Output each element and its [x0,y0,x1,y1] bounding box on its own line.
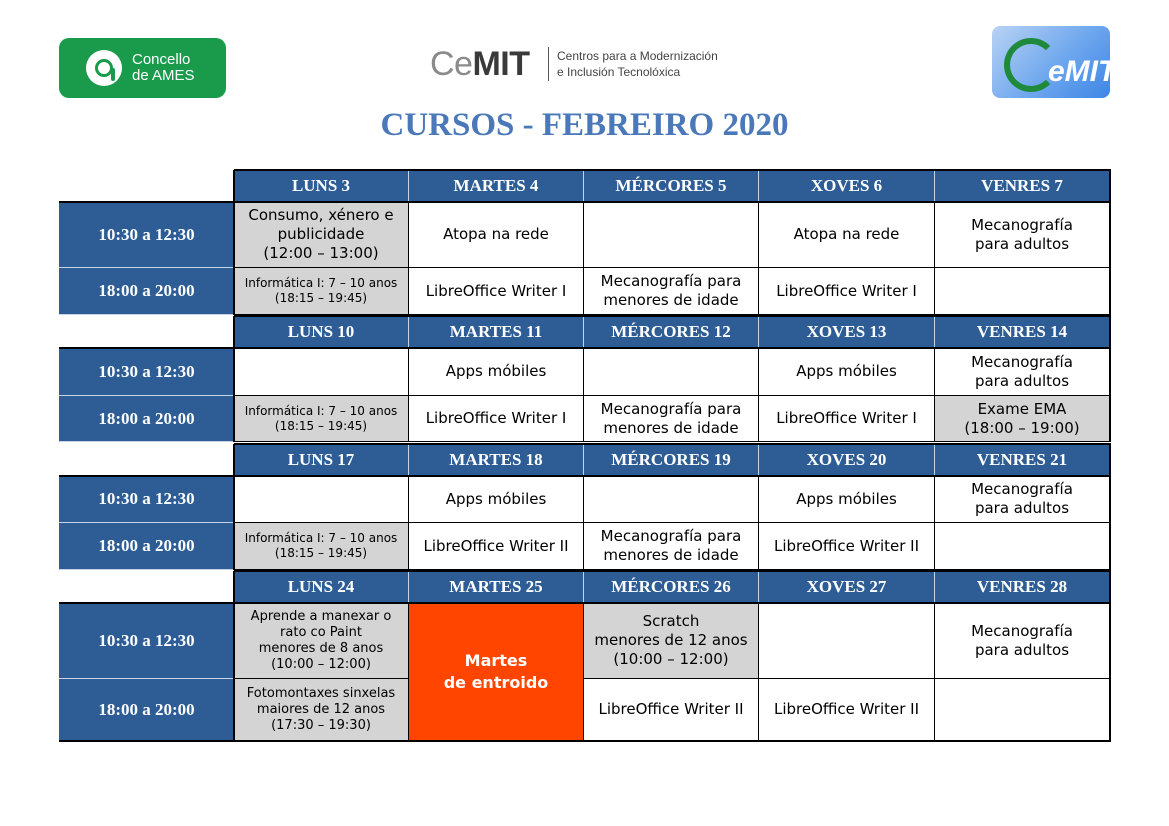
day-header [935,571,1110,603]
course-cell [759,523,935,570]
page-title: CURSOS - FEBREIRO 2020 [380,107,789,143]
cell-text: VENRES 14 [976,322,1068,341]
course-cell [409,348,584,396]
course-cell [759,396,935,442]
table-border [234,169,1111,171]
cell-text: VENRES 7 [981,176,1063,195]
table-border [59,740,1111,742]
cell-text: XOVES 20 [806,450,887,469]
time-slot-label [59,202,234,268]
cell-text: MARTES 11 [449,322,543,341]
course-cell [759,202,935,268]
cell-text: MARTES 18 [449,450,543,469]
table-border [1109,316,1111,442]
table-border [1109,571,1111,741]
course-cell [584,476,759,523]
cell-text: MARTES 4 [453,176,539,195]
cell-text: 10:30 a 12:30 [98,630,195,650]
cell-text: Mecanografía para adultos [971,621,1073,659]
cell-text: LibreOffice Writer I [776,281,917,300]
day-header [759,170,935,202]
course-cell [234,679,409,741]
course-cell [584,202,759,268]
day-header [234,571,409,603]
cemit-wordmark: CeMIT [430,45,530,83]
cell-text: XOVES 13 [806,322,887,341]
cell-text: Atopa na rede [443,225,549,243]
cell-text: Mecanografía para menores de idade [600,527,742,564]
course-cell [759,268,935,315]
table-border [1109,444,1111,570]
day-header [234,170,409,202]
course-cell [584,679,759,741]
cell-text: Aprende a manexar o rato co Paint menores de 8 anos (10:00 – 12:00) [250,608,392,672]
concello-label: Concello [132,51,191,68]
course-cell [759,476,935,523]
course-cell [584,523,759,570]
cell-text: Exame EMA (18:00 – 19:00) [964,399,1080,437]
table-border [234,315,1111,317]
cell-text: Apps móbiles [445,362,547,380]
course-cell [409,396,584,442]
cell-text: 10:30 a 12:30 [98,489,195,508]
cell-text: Mecanografía para adultos [971,480,1073,517]
course-cell [584,396,759,442]
cell-text: Fotomontaxes sinxelas maiores de 12 anos (17:30 – 19:30) [246,685,396,733]
cell-text: 10:30 a 12:30 [98,361,195,381]
cemit-tagline-2: e Inclusión Tecnolóxica [557,65,681,79]
table-border [233,316,235,442]
day-header [759,571,935,603]
day-header [234,444,409,476]
ames-label: de AMES [132,67,195,84]
day-header [584,170,759,202]
course-cell [759,679,935,741]
cell-text: LUNS 10 [287,322,355,341]
table-border [59,201,1111,203]
cell-text: 18:00 a 20:00 [98,408,195,428]
cell-text: Atopa na rede [793,225,900,243]
course-cell [935,523,1110,570]
course-cell [234,396,409,442]
cell-text: XOVES 6 [810,176,883,195]
cell-text: MÉRCORES 12 [611,322,731,341]
time-slot-label [59,523,234,570]
day-header [584,444,759,476]
table-border [1109,170,1111,315]
table-border [234,570,1111,572]
time-slot-label [59,476,234,523]
holiday-cell [409,603,584,741]
cell-text: 10:30 a 12:30 [98,224,195,244]
cell-text: XOVES 27 [806,577,887,596]
table-border [233,571,235,741]
course-cell [935,476,1110,523]
course-cell [935,396,1110,442]
cell-text: LibreOffice Writer I [425,281,567,300]
day-header [584,571,759,603]
course-cell [584,603,759,679]
day-header [759,444,935,476]
day-header [409,444,584,476]
cell-text: VENRES 21 [976,450,1068,469]
emit-logo-text: eMIT [1048,55,1117,88]
cell-text: Mecanografía para adultos [971,352,1073,390]
cell-text: Mecanografía para menores de idade [600,272,742,309]
course-cell [234,476,409,523]
day-header [409,170,584,202]
cell-text: Informática I: 7 – 10 anos (18:15 – 19:45) [244,531,398,560]
cell-text: MÉRCORES 19 [611,450,731,469]
course-cell [935,202,1110,268]
course-cell [935,268,1110,315]
course-cell [584,268,759,315]
cell-text: LUNS 17 [287,450,355,469]
course-cell [584,348,759,396]
course-cell [409,476,584,523]
table-border [233,170,235,315]
time-slot-label [59,268,234,315]
cemit-tagline-1: Centros para a Modernización [557,49,718,63]
course-cell [234,523,409,570]
cell-text: MÉRCORES 26 [611,577,731,596]
cell-text: LUNS 24 [287,577,355,596]
day-header [935,444,1110,476]
course-cell [935,603,1110,679]
cell-text: Martes de entroido [443,650,549,692]
time-slot-label [59,679,234,741]
course-cell [759,603,935,679]
cell-text: Informática I: 7 – 10 anos (18:15 – 19:45) [244,276,398,305]
course-cell [935,348,1110,396]
course-cell [234,603,409,679]
day-header [935,316,1110,348]
course-cell [409,268,584,315]
time-slot-label [59,603,234,679]
cell-text: LUNS 3 [291,176,351,195]
time-slot-label [59,396,234,442]
cell-text: Mecanografía para menores de idade [600,399,742,437]
cell-text: 18:00 a 20:00 [98,699,195,719]
table-border [59,347,1111,349]
cell-text: LibreOffice Writer I [425,409,567,427]
course-cell [409,523,584,570]
cell-text: LibreOffice Writer II [773,700,920,718]
day-header [759,316,935,348]
cell-text: Scratch menores de 12 anos (10:00 – 12:00) [594,612,748,668]
cell-text: 18:00 a 20:00 [98,536,195,555]
day-header [234,316,409,348]
time-slot-label [59,348,234,396]
cell-text: MÉRCORES 5 [615,176,727,195]
course-cell [409,202,584,268]
course-cell [234,268,409,315]
cell-text: Informática I: 7 – 10 anos (18:15 – 19:45) [244,403,398,433]
cell-text: 18:00 a 20:00 [98,281,195,300]
course-cell [759,348,935,396]
table-border [234,443,1111,445]
cell-text: Consumo, xénero e publicidade (12:00 – 13:00) [248,206,394,262]
day-header [409,316,584,348]
cell-text: LibreOffice Writer II [423,536,569,555]
table-border [233,444,235,570]
cell-text: Apps móbiles [445,489,547,508]
table-border [59,475,1111,477]
day-header [409,571,584,603]
cell-text: Mecanografía para adultos [971,215,1073,253]
cell-text: MARTES 25 [449,577,543,596]
course-cell [234,202,409,268]
cell-text: Apps móbiles [796,362,897,380]
cell-text: Apps móbiles [796,489,897,508]
cell-text: LibreOffice Writer II [598,700,744,718]
cell-text: LibreOffice Writer I [776,409,917,427]
course-cell [935,679,1110,741]
day-header [935,170,1110,202]
course-cell [234,348,409,396]
cell-text: LibreOffice Writer II [773,536,920,555]
day-header [584,316,759,348]
cell-text: VENRES 28 [976,577,1068,596]
table-border [59,602,1111,604]
